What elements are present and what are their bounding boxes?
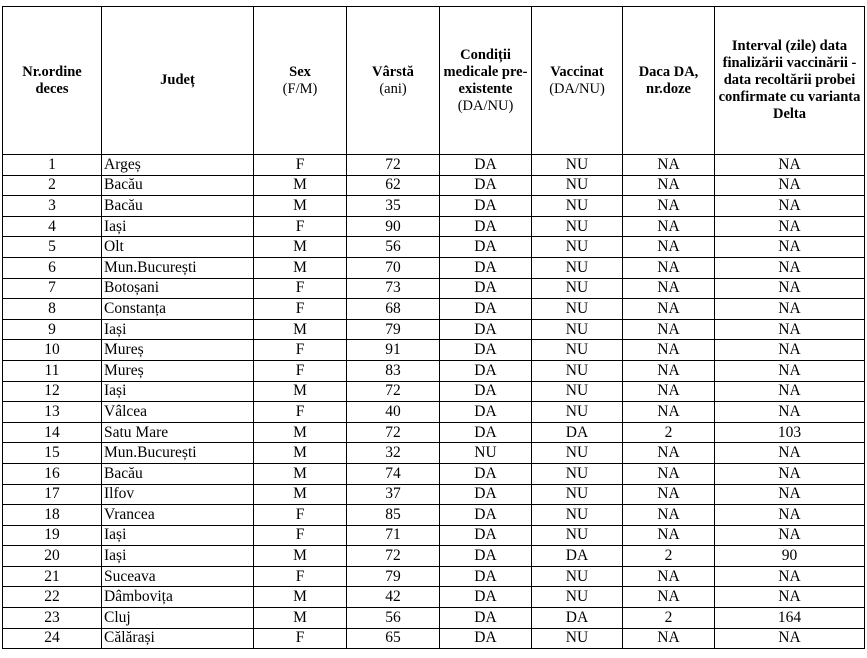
- cell-vaccinat: DA: [532, 546, 623, 567]
- cell-vaccinat: NU: [532, 299, 623, 320]
- cell-interval: 103: [715, 422, 865, 443]
- cell-interval: NA: [715, 319, 865, 340]
- table-row: [3, 340, 865, 361]
- cell-nr-doze: NA: [623, 257, 715, 278]
- cell-varsta: 74: [347, 463, 440, 484]
- cell-vaccinat: NU: [532, 463, 623, 484]
- table-row: [3, 422, 865, 443]
- cell-vaccinat: NU: [532, 237, 623, 258]
- cell-interval: NA: [715, 299, 865, 320]
- cell-nr-ordine: 22: [3, 587, 102, 608]
- cell-judet: Dâmbovița: [102, 587, 254, 608]
- cell-conditii: DA: [440, 299, 532, 320]
- table-body: [3, 155, 865, 649]
- cell-judet: Bacău: [102, 196, 254, 217]
- cell-nr-ordine: 17: [3, 484, 102, 505]
- cell-judet: Vrancea: [102, 505, 254, 526]
- cell-nr-doze: NA: [623, 443, 715, 464]
- table-row: [3, 196, 865, 217]
- cell-conditii: DA: [440, 463, 532, 484]
- cell-conditii: DA: [440, 566, 532, 587]
- table-row: [3, 484, 865, 505]
- cell-conditii: DA: [440, 422, 532, 443]
- header-judet: [102, 7, 254, 155]
- table-row: [3, 237, 865, 258]
- cell-sex: M: [254, 196, 347, 217]
- cell-sex: F: [254, 340, 347, 361]
- cell-varsta: 90: [347, 216, 440, 237]
- cell-conditii: DA: [440, 237, 532, 258]
- cell-nr-doze: NA: [623, 196, 715, 217]
- cell-sex: F: [254, 628, 347, 649]
- cell-judet: Botoșani: [102, 278, 254, 299]
- cell-varsta: 79: [347, 566, 440, 587]
- cell-vaccinat: NU: [532, 587, 623, 608]
- header-vaccinat-title: Vaccinat: [550, 63, 604, 80]
- header-varsta: [347, 7, 440, 155]
- cell-interval: NA: [715, 175, 865, 196]
- table-row: [3, 443, 865, 464]
- cell-judet: Satu Mare: [102, 422, 254, 443]
- cell-sex: M: [254, 546, 347, 567]
- header-sex-sub: (F/M): [282, 80, 318, 97]
- cell-varsta: 79: [347, 319, 440, 340]
- cell-conditii: DA: [440, 360, 532, 381]
- cell-interval: NA: [715, 402, 865, 423]
- cell-interval: NA: [715, 216, 865, 237]
- cell-conditii: DA: [440, 196, 532, 217]
- cell-nr-doze: NA: [623, 360, 715, 381]
- table-row: [3, 566, 865, 587]
- table-row: [3, 360, 865, 381]
- cell-sex: F: [254, 216, 347, 237]
- cell-sex: F: [254, 402, 347, 423]
- cell-nr-ordine: 8: [3, 299, 102, 320]
- cell-sex: F: [254, 566, 347, 587]
- cell-vaccinat: NU: [532, 360, 623, 381]
- cell-nr-ordine: 11: [3, 360, 102, 381]
- cell-interval: NA: [715, 340, 865, 361]
- cell-nr-ordine: 10: [3, 340, 102, 361]
- cell-conditii: DA: [440, 340, 532, 361]
- cell-sex: M: [254, 608, 347, 629]
- cell-conditii: DA: [440, 175, 532, 196]
- cell-sex: M: [254, 443, 347, 464]
- cell-conditii: DA: [440, 546, 532, 567]
- cell-interval: NA: [715, 587, 865, 608]
- cell-nr-ordine: 13: [3, 402, 102, 423]
- cell-sex: M: [254, 422, 347, 443]
- cell-varsta: 56: [347, 237, 440, 258]
- header-row: [3, 7, 865, 155]
- cell-varsta: 70: [347, 257, 440, 278]
- table-row: [3, 175, 865, 196]
- cell-nr-doze: NA: [623, 381, 715, 402]
- cell-nr-ordine: 18: [3, 505, 102, 526]
- cell-nr-doze: NA: [623, 319, 715, 340]
- cell-nr-doze: NA: [623, 299, 715, 320]
- header-interval-title: Interval (zile) data finalizării vaccinării - data recoltării probei confirmate cu varianta Delta: [718, 38, 861, 122]
- cell-judet: Iași: [102, 319, 254, 340]
- cell-sex: M: [254, 463, 347, 484]
- cell-nr-doze: 2: [623, 546, 715, 567]
- table-row: [3, 608, 865, 629]
- cell-judet: Mureș: [102, 360, 254, 381]
- table-row: [3, 299, 865, 320]
- cell-interval: NA: [715, 463, 865, 484]
- cell-varsta: 83: [347, 360, 440, 381]
- cell-sex: M: [254, 484, 347, 505]
- cell-nr-ordine: 21: [3, 566, 102, 587]
- cell-interval: NA: [715, 237, 865, 258]
- header-nr-doze: [623, 7, 715, 155]
- cell-vaccinat: NU: [532, 402, 623, 423]
- cell-nr-doze: NA: [623, 155, 715, 176]
- cell-nr-doze: NA: [623, 278, 715, 299]
- cell-sex: F: [254, 299, 347, 320]
- cell-varsta: 73: [347, 278, 440, 299]
- cell-interval: NA: [715, 257, 865, 278]
- cell-interval: NA: [715, 566, 865, 587]
- cell-varsta: 65: [347, 628, 440, 649]
- cell-interval: NA: [715, 525, 865, 546]
- cell-vaccinat: NU: [532, 155, 623, 176]
- cell-nr-doze: NA: [623, 505, 715, 526]
- cell-sex: M: [254, 381, 347, 402]
- cell-varsta: 85: [347, 505, 440, 526]
- header-nr-ordine: [3, 7, 102, 155]
- cell-nr-doze: 2: [623, 608, 715, 629]
- cell-varsta: 72: [347, 155, 440, 176]
- cell-nr-ordine: 24: [3, 628, 102, 649]
- cell-varsta: 91: [347, 340, 440, 361]
- cell-judet: Ilfov: [102, 484, 254, 505]
- cell-varsta: 35: [347, 196, 440, 217]
- table-row: [3, 628, 865, 649]
- table-row: [3, 155, 865, 176]
- cell-nr-ordine: 12: [3, 381, 102, 402]
- cell-conditii: DA: [440, 608, 532, 629]
- cell-nr-ordine: 6: [3, 257, 102, 278]
- header-nr-doze-title: Daca DA, nr.doze: [638, 63, 699, 97]
- cell-interval: NA: [715, 196, 865, 217]
- cell-judet: Călărași: [102, 628, 254, 649]
- cell-nr-doze: NA: [623, 216, 715, 237]
- cell-judet: Mureș: [102, 340, 254, 361]
- cell-interval: NA: [715, 628, 865, 649]
- cell-nr-ordine: 16: [3, 463, 102, 484]
- cell-nr-doze: NA: [623, 484, 715, 505]
- cell-conditii: DA: [440, 505, 532, 526]
- cell-nr-doze: NA: [623, 628, 715, 649]
- cell-nr-doze: NA: [623, 402, 715, 423]
- table-row: [3, 463, 865, 484]
- cell-nr-doze: NA: [623, 587, 715, 608]
- cell-sex: F: [254, 278, 347, 299]
- cell-nr-ordine: 3: [3, 196, 102, 217]
- table-row: [3, 402, 865, 423]
- cell-vaccinat: DA: [532, 608, 623, 629]
- header-vaccinat-sub: (DA/NU): [549, 80, 605, 97]
- header-judet-title: Județ: [160, 72, 195, 88]
- table-row: [3, 525, 865, 546]
- cell-judet: Iași: [102, 546, 254, 567]
- deaths-table: [2, 6, 865, 649]
- cell-varsta: 42: [347, 587, 440, 608]
- cell-sex: M: [254, 587, 347, 608]
- cell-vaccinat: NU: [532, 175, 623, 196]
- cell-varsta: 72: [347, 381, 440, 402]
- cell-sex: M: [254, 257, 347, 278]
- cell-judet: Bacău: [102, 175, 254, 196]
- cell-judet: Iași: [102, 216, 254, 237]
- cell-vaccinat: NU: [532, 381, 623, 402]
- cell-judet: Suceava: [102, 566, 254, 587]
- cell-judet: Constanța: [102, 299, 254, 320]
- cell-varsta: 40: [347, 402, 440, 423]
- cell-interval: NA: [715, 278, 865, 299]
- header-varsta-title: Vârstă: [372, 63, 414, 80]
- cell-vaccinat: NU: [532, 484, 623, 505]
- cell-judet: Mun.București: [102, 257, 254, 278]
- cell-judet: Bacău: [102, 463, 254, 484]
- cell-judet: Olt: [102, 237, 254, 258]
- cell-conditii: DA: [440, 381, 532, 402]
- cell-nr-ordine: 2: [3, 175, 102, 196]
- cell-sex: F: [254, 505, 347, 526]
- cell-varsta: 37: [347, 484, 440, 505]
- cell-sex: F: [254, 155, 347, 176]
- cell-judet: Iași: [102, 525, 254, 546]
- header-conditii-title: Condiții medicale pre-existente: [443, 46, 528, 97]
- table-row: [3, 216, 865, 237]
- cell-vaccinat: DA: [532, 422, 623, 443]
- cell-nr-doze: 2: [623, 422, 715, 443]
- header-sex-title: Sex: [289, 63, 311, 80]
- cell-nr-ordine: 7: [3, 278, 102, 299]
- cell-interval: NA: [715, 443, 865, 464]
- cell-interval: NA: [715, 155, 865, 176]
- cell-varsta: 32: [347, 443, 440, 464]
- table-row: [3, 381, 865, 402]
- cell-conditii: DA: [440, 257, 532, 278]
- cell-vaccinat: NU: [532, 505, 623, 526]
- cell-nr-ordine: 9: [3, 319, 102, 340]
- cell-judet: Argeș: [102, 155, 254, 176]
- cell-nr-ordine: 1: [3, 155, 102, 176]
- cell-vaccinat: NU: [532, 257, 623, 278]
- cell-judet: Iași: [102, 381, 254, 402]
- cell-interval: NA: [715, 505, 865, 526]
- cell-varsta: 56: [347, 608, 440, 629]
- header-vaccinat: [532, 7, 623, 155]
- cell-conditii: DA: [440, 402, 532, 423]
- cell-nr-ordine: 23: [3, 608, 102, 629]
- cell-nr-ordine: 15: [3, 443, 102, 464]
- cell-vaccinat: NU: [532, 628, 623, 649]
- cell-nr-doze: NA: [623, 566, 715, 587]
- cell-vaccinat: NU: [532, 278, 623, 299]
- header-sex: [254, 7, 347, 155]
- cell-vaccinat: NU: [532, 340, 623, 361]
- table-row: [3, 546, 865, 567]
- cell-interval: NA: [715, 484, 865, 505]
- cell-sex: M: [254, 175, 347, 196]
- cell-vaccinat: NU: [532, 443, 623, 464]
- cell-interval: 90: [715, 546, 865, 567]
- header-varsta-sub: (ani): [379, 80, 407, 97]
- cell-vaccinat: NU: [532, 216, 623, 237]
- cell-nr-doze: NA: [623, 175, 715, 196]
- cell-sex: M: [254, 237, 347, 258]
- cell-nr-ordine: 4: [3, 216, 102, 237]
- cell-varsta: 72: [347, 422, 440, 443]
- cell-varsta: 68: [347, 299, 440, 320]
- cell-nr-doze: NA: [623, 525, 715, 546]
- cell-conditii: DA: [440, 319, 532, 340]
- cell-nr-doze: NA: [623, 463, 715, 484]
- cell-conditii: DA: [440, 278, 532, 299]
- cell-judet: Vâlcea: [102, 402, 254, 423]
- cell-nr-ordine: 20: [3, 546, 102, 567]
- table-row: [3, 505, 865, 526]
- table-row: [3, 319, 865, 340]
- cell-judet: Mun.București: [102, 443, 254, 464]
- header-nr-ordine-title: Nr.ordine deces: [22, 63, 82, 97]
- cell-vaccinat: NU: [532, 566, 623, 587]
- cell-nr-ordine: 19: [3, 525, 102, 546]
- table-row: [3, 587, 865, 608]
- cell-interval: NA: [715, 381, 865, 402]
- cell-interval: 164: [715, 608, 865, 629]
- cell-conditii: NU: [440, 443, 532, 464]
- cell-varsta: 71: [347, 525, 440, 546]
- header-conditii: [440, 7, 532, 155]
- cell-conditii: DA: [440, 587, 532, 608]
- cell-nr-ordine: 14: [3, 422, 102, 443]
- cell-vaccinat: NU: [532, 196, 623, 217]
- cell-interval: NA: [715, 360, 865, 381]
- table-row: [3, 257, 865, 278]
- cell-vaccinat: NU: [532, 525, 623, 546]
- cell-conditii: DA: [440, 628, 532, 649]
- cell-vaccinat: NU: [532, 319, 623, 340]
- cell-nr-doze: NA: [623, 340, 715, 361]
- table-row: [3, 278, 865, 299]
- cell-varsta: 72: [347, 546, 440, 567]
- cell-conditii: DA: [440, 484, 532, 505]
- cell-nr-ordine: 5: [3, 237, 102, 258]
- cell-varsta: 62: [347, 175, 440, 196]
- cell-conditii: DA: [440, 216, 532, 237]
- cell-sex: F: [254, 360, 347, 381]
- cell-conditii: DA: [440, 155, 532, 176]
- cell-judet: Cluj: [102, 608, 254, 629]
- cell-conditii: DA: [440, 525, 532, 546]
- header-interval: [715, 7, 865, 155]
- cell-sex: F: [254, 525, 347, 546]
- cell-sex: M: [254, 319, 347, 340]
- header-conditii-sub: (DA/NU): [457, 97, 514, 114]
- cell-nr-doze: NA: [623, 237, 715, 258]
